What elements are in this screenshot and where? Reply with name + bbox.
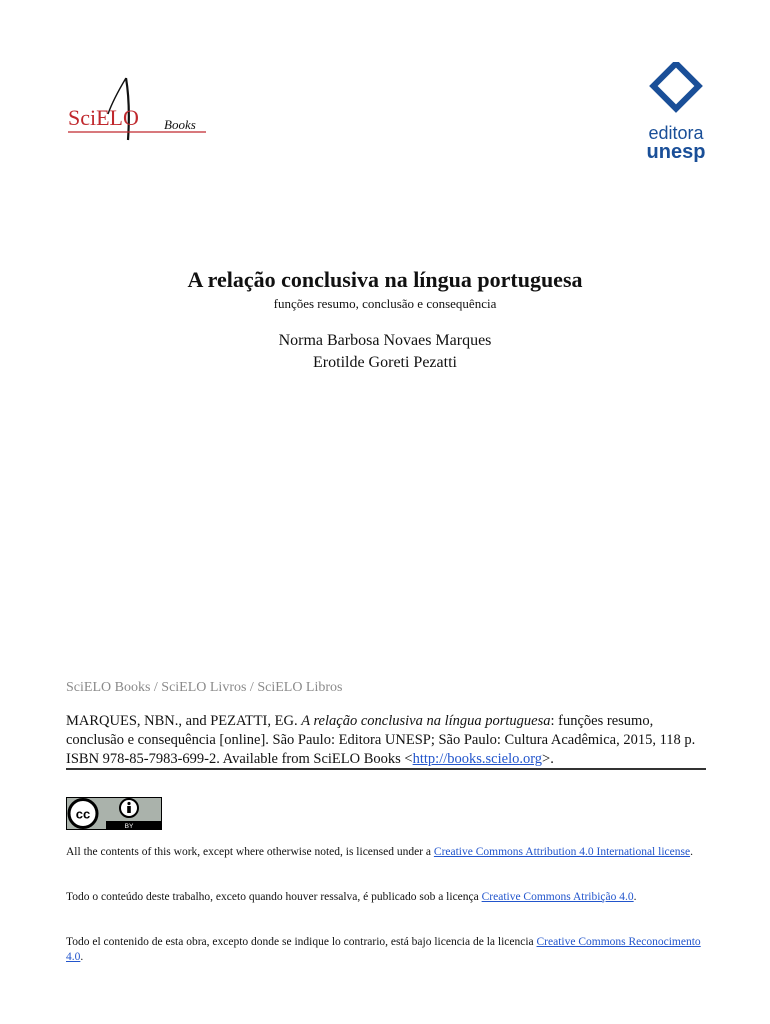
license-spanish-link[interactable]: Creative Commons Reconocimento 4.0 — [66, 936, 701, 963]
publisher-logo-line2: unesp — [646, 141, 706, 163]
publisher-logo-line1: editora — [648, 123, 704, 143]
citation-authors: MARQUES, NBN., and PEZATTI, EG. — [66, 713, 298, 729]
scielo-books-link[interactable]: http://books.scielo.org — [412, 751, 543, 767]
editora-unesp-logo — [636, 62, 716, 162]
book-subtitle: funções resumo, conclusão e consequência — [273, 296, 497, 311]
license-spanish — [66, 935, 706, 965]
license-portuguese — [66, 890, 706, 905]
scielo-books-logo — [68, 70, 218, 150]
license-english — [66, 845, 706, 860]
license-portuguese-text: Todo o conteúdo deste trabalho, exceto quando houver ressalva, é publicado sob a licença — [66, 891, 479, 903]
authors — [0, 330, 770, 374]
cc-badge-label: BY — [124, 823, 134, 830]
license-spanish-period: . — [80, 951, 84, 963]
cc-by-badge[interactable] — [66, 797, 162, 830]
author-2: Erotilde Goreti Pezatti — [313, 354, 457, 371]
citation — [66, 712, 706, 769]
license-english-text: All the contents of this work, except where otherwise noted, is licensed under a — [66, 846, 432, 858]
cc-icon — [69, 800, 97, 828]
author-1: Norma Barbosa Novaes Marques — [278, 332, 492, 349]
title-block — [0, 266, 770, 374]
scielo-logo-books: Books — [164, 117, 196, 132]
svg-text:cc: cc — [75, 806, 91, 822]
attribution-person-icon — [120, 799, 138, 817]
scielo-logo-text: SciELO — [68, 105, 139, 130]
license-portuguese-link[interactable]: Creative Commons Atribição 4.0 — [481, 891, 634, 903]
license-english-link[interactable]: Creative Commons Attribution 4.0 International license — [433, 846, 691, 858]
license-spanish-text: Todo el contenido de esta obra, excepto donde se indique lo contrario, está bajo licencia de la licencia — [66, 936, 534, 948]
unesp-diamond-icon — [646, 62, 706, 122]
citation-rest: : funções resumo, conclusão e consequência [online]. São Paulo: Editora UNESP; São Paulo: Cultura Acadêmica, 2015, 118 p. ISBN 978-85-7983-699-2. Available from SciELO Books < — [66, 713, 696, 767]
license-english-period: . — [690, 846, 693, 858]
series-label: SciELO Books / SciELO Livros / SciELO Libros — [66, 680, 343, 695]
citation-end: >. — [542, 751, 554, 767]
divider — [66, 768, 706, 770]
license-portuguese-period: . — [633, 891, 637, 903]
book-title: A relação conclusiva na língua portuguesa — [187, 267, 583, 292]
citation-title: A relação conclusiva na língua portuguesa — [301, 713, 551, 729]
